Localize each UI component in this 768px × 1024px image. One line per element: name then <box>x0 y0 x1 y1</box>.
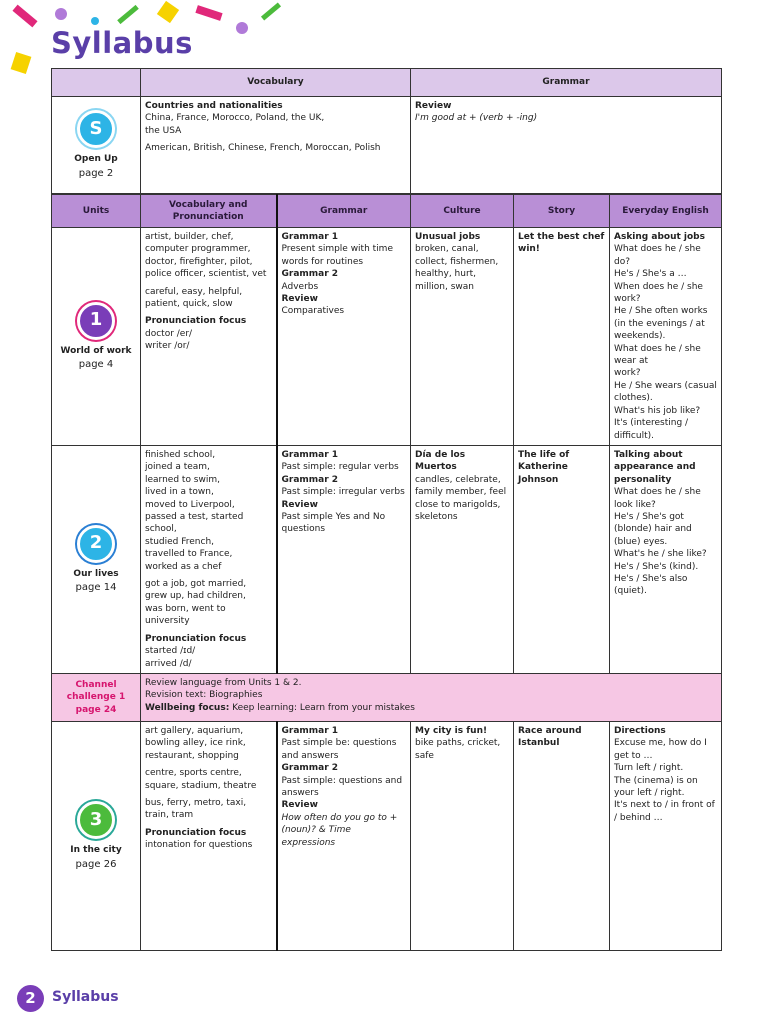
unit-3-cell <box>52 722 141 951</box>
vocabulary-header: Vocabulary <box>141 69 411 97</box>
vocab-line: grew up, had children, <box>145 591 246 602</box>
grammar-text: Past simple: questions and answers <box>281 775 403 799</box>
unit-3-culture-cell <box>411 722 514 951</box>
everyday-line: The (cinema) is on your left / right. <box>614 775 698 799</box>
confetti-blue-dot <box>91 17 99 25</box>
unit-row <box>52 446 722 674</box>
units-table <box>51 194 722 951</box>
culture-text: bike paths, cricket, safe <box>415 738 501 761</box>
vocab-line: joined a team, <box>145 462 210 473</box>
everyday-line: When does he / she work? <box>614 281 703 305</box>
vocab-line: doctor, firefighter, pilot, <box>145 256 253 267</box>
vocab-line: China, France, Morocco, Poland, the UK, <box>145 113 325 124</box>
vocab-line: train, tram <box>145 810 194 821</box>
unit-2-badge: 2 <box>77 525 115 563</box>
grammar-head: Review <box>281 294 318 305</box>
everyday-line: It's (interesting / difficult). <box>614 418 689 441</box>
story-header: Story <box>514 195 610 228</box>
grammar-text: Past simple Yes and No questions <box>281 512 386 535</box>
vocab-line: got a job, got married, <box>145 579 247 590</box>
pronunciation-line: started /ɪd/ <box>145 646 196 657</box>
unit-1-everyday-cell <box>610 228 722 446</box>
vocab-line: computer programmer, <box>145 244 251 255</box>
page-title: Syllabus <box>51 26 193 60</box>
everyday-line: Turn left / right. <box>614 763 684 774</box>
everyday-line: Excuse me, how do I get to … <box>614 738 707 761</box>
unit-3-badge: 3 <box>77 801 115 839</box>
grammar-head: Grammar 2 <box>281 474 339 485</box>
culture-title: Unusual jobs <box>415 232 481 242</box>
units-header: Units <box>52 195 141 228</box>
grammar-text: How often do you go to + (noun)? & Time expressions <box>281 812 398 848</box>
grammar-title: Review <box>415 101 452 111</box>
culture-text: candles, celebrate, family member, feel close to marigolds, skeletons <box>415 474 507 523</box>
confetti-purple-dot-2 <box>236 22 248 34</box>
unit-2-story-cell <box>514 446 610 674</box>
unit-1-culture-cell <box>411 228 514 446</box>
unit-row <box>52 228 722 446</box>
culture-title: My city is fun! <box>415 726 488 736</box>
pronunciation-title: Pronunciation focus <box>145 827 247 838</box>
vocab-title: Countries and nationalities <box>145 101 283 111</box>
challenge-line: Review language from Units 1 & 2. <box>145 678 302 688</box>
culture-header: Culture <box>411 195 514 228</box>
unit-name: World of work <box>60 345 132 356</box>
everyday-title: Asking about jobs <box>614 232 705 242</box>
grammar-text: Comparatives <box>281 306 345 317</box>
grammar-header: Grammar <box>411 69 722 97</box>
vocab-line: art gallery, aquarium, <box>145 726 244 736</box>
everyday-line: He's / She's (kind). <box>614 561 699 572</box>
everyday-title: Directions <box>614 726 666 736</box>
unit-2-vocab-cell <box>141 446 277 674</box>
open-up-grammar-cell <box>411 97 722 194</box>
unit-page: page 2 <box>78 167 114 179</box>
open-up-unit-cell <box>52 97 141 194</box>
vocab-line: travelled to France, <box>145 549 233 560</box>
everyday-line: What does he / she do? <box>614 244 701 267</box>
vocab-line: bus, ferry, metro, taxi, <box>145 798 247 809</box>
vocab-line: studied French, <box>145 536 215 547</box>
unit-3-vocab-cell <box>141 722 277 951</box>
vocab-line: patient, quick, slow <box>145 299 233 310</box>
grammar-head: Grammar 2 <box>281 269 339 280</box>
challenge-line: Revision text: Biographies <box>145 690 263 701</box>
pronunciation-line: writer /or/ <box>145 341 190 352</box>
grammar-text: Past simple: irregular verbs <box>281 487 405 498</box>
unit-2-grammar-cell <box>277 446 411 674</box>
everyday-line: What's he / she like? <box>614 549 707 560</box>
confetti-green-stripe-2 <box>261 3 281 21</box>
story-title: The life of Katherine Johnson <box>518 450 570 485</box>
grammar-head: Grammar 1 <box>281 232 339 242</box>
vocab-line: artist, builder, chef, <box>145 232 234 242</box>
unit-name: In the city <box>70 845 122 856</box>
everyday-line: He's / She's got (blonde) hair and (blue) eyes. <box>614 512 692 547</box>
vocab-line: learned to swim, <box>145 474 220 485</box>
grammar-text: Past simple be: questions and answers <box>281 738 397 761</box>
grammar-head: Grammar 1 <box>281 726 339 736</box>
story-title: Let the best chef win! <box>518 232 605 255</box>
grammar-head: Review <box>281 800 318 811</box>
wellbeing-label: Wellbeing focus: <box>145 702 230 713</box>
everyday-line: He / She often works (in the evenings / at weekends). <box>614 306 708 342</box>
unit-page: page 26 <box>75 858 117 870</box>
everyday-line: He / She wears (casual clothes). <box>614 380 717 404</box>
vocab-line: lived in a town, <box>145 487 214 498</box>
everyday-line: He's / She's also (quiet). <box>614 574 688 597</box>
unit-3-grammar-cell <box>277 722 411 951</box>
unit-3-everyday-cell <box>610 722 722 951</box>
vocab-line: careful, easy, helpful, <box>145 286 243 297</box>
grammar-text: Past simple: regular verbs <box>281 462 399 473</box>
footer-title: Syllabus <box>52 989 119 1005</box>
grammar-head: Review <box>281 499 318 510</box>
confetti-green-stripe <box>117 5 139 24</box>
vocab-line: police officer, scientist, vet <box>145 269 267 280</box>
grammar-line: I'm good at + (verb + -ing) <box>415 113 538 124</box>
vocab-line: American, British, Chinese, French, Moroccan, Polish <box>145 143 381 154</box>
confetti-yellow-diamond <box>157 1 179 23</box>
everyday-line: work? <box>614 368 641 379</box>
everyday-line: What does he / she wear at <box>614 343 701 367</box>
unit-1-badge: 1 <box>77 302 115 340</box>
everyday-title: Talking about appearance and personality <box>614 450 696 485</box>
unit-row <box>52 722 722 951</box>
pronunciation-line: intonation for questions <box>145 840 253 851</box>
everyday-line: He's / She's a … <box>614 269 687 280</box>
pronunciation-title: Pronunciation focus <box>145 316 247 327</box>
unit-2-cell <box>52 446 141 674</box>
everyday-line: What's his job like? <box>614 405 701 416</box>
challenge-wellbeing <box>145 702 717 714</box>
open-up-table <box>51 68 722 194</box>
culture-title: Día de los Muertos <box>415 450 466 473</box>
challenge-row <box>52 674 722 722</box>
vocab-line: square, stadium, theatre <box>145 780 257 791</box>
grammar-head: Grammar 1 <box>281 450 339 460</box>
vocab-line: passed a test, started school, <box>145 512 244 535</box>
pronunciation-line: doctor /er/ <box>145 328 193 339</box>
everyday-line: It's next to / in front of / behind … <box>614 800 715 823</box>
unit-2-culture-cell <box>411 446 514 674</box>
confetti-pink-stripe-2 <box>195 5 222 21</box>
story-title: Race around Istanbul <box>518 726 582 749</box>
vocab-line: bowling alley, ice rink, <box>145 738 246 749</box>
vocab-line: the USA <box>145 125 182 136</box>
pronunciation-line: arrived /d/ <box>145 658 192 669</box>
wellbeing-text: Keep learning: Learn from your mistakes <box>229 702 415 713</box>
challenge-content <box>141 674 722 722</box>
grammar-column-header: Grammar <box>277 195 411 228</box>
unit-1-cell <box>52 228 141 446</box>
unit-name: Open Up <box>74 154 118 165</box>
pronunciation-title: Pronunciation focus <box>145 633 247 644</box>
grammar-head: Grammar 2 <box>281 763 339 774</box>
confetti-yellow-square <box>11 52 32 74</box>
unit-2-everyday-cell <box>610 446 722 674</box>
unit-page: page 14 <box>75 582 117 593</box>
unit-name: Our lives <box>73 568 119 579</box>
confetti-purple-dot <box>55 8 67 20</box>
open-up-badge: S <box>77 110 115 148</box>
culture-text: broken, canal, collect, fishermen, healthy, hurt, million, swan <box>415 244 499 292</box>
grammar-text: Present simple with time words for routines <box>281 244 393 267</box>
unit-page: page 4 <box>78 359 114 370</box>
challenge-label: Channel challenge 1 page 24 <box>52 674 141 722</box>
grammar-text: Adverbs <box>281 281 319 292</box>
everyday-english-header: Everyday English <box>610 195 722 228</box>
vocab-pron-header: Vocabulary and Pronunciation <box>141 195 277 228</box>
confetti-pink-stripe <box>12 5 37 28</box>
vocab-line: moved to Liverpool, <box>145 499 235 510</box>
everyday-line: What does he / she look like? <box>614 487 701 510</box>
page-number-badge: 2 <box>17 985 44 1012</box>
unit-1-grammar-cell <box>277 228 411 446</box>
vocab-line: worked as a chef <box>145 561 222 572</box>
open-up-vocabulary-cell <box>141 97 411 194</box>
blank-header-cell <box>52 69 141 97</box>
vocab-line: finished school, <box>145 450 216 460</box>
unit-1-vocab-cell <box>141 228 277 446</box>
vocab-line: restaurant, shopping <box>145 750 239 761</box>
unit-1-story-cell <box>514 228 610 446</box>
vocab-line: was born, went to university <box>145 603 226 627</box>
vocab-line: centre, sports centre, <box>145 768 242 779</box>
unit-3-story-cell <box>514 722 610 951</box>
